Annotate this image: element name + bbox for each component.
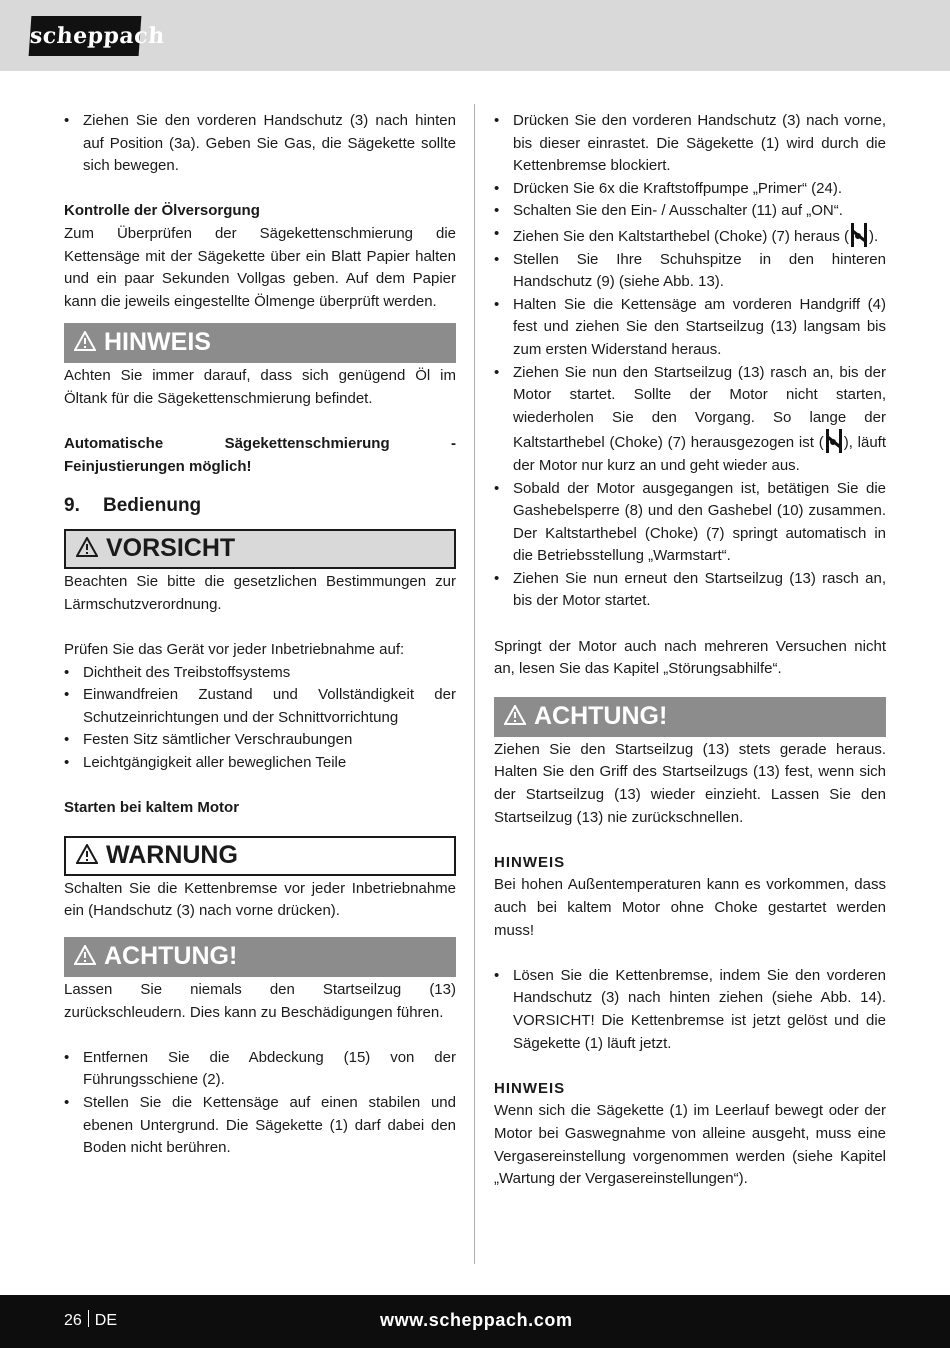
page-number-value: 26 [64, 1312, 82, 1329]
vorsicht-label: VORSICHT [106, 534, 236, 563]
warning-triangle-icon [76, 537, 98, 557]
list-item: • Sobald der Motor ausgegangen ist, betätigen Sie die Gashebelsperre (8) und den Gashebel (10) zusammen. Der Kaltstarthebel (Choke) (7) springt automatisch in die Betriebsstellung „Warmstart“. [494, 478, 886, 568]
achtung-box [64, 937, 456, 977]
pull-step-end: ), läuft der Motor nur kurz an und geht wieder aus. [513, 434, 886, 474]
page-footer [0, 1295, 950, 1348]
hinweis-text-2: Wenn sich die Sägekette (1) im Leerlauf bewegt oder der Motor bei Gaswegnahme von alleine ausgeht, muss eine Vergasereinstellung vorgenommen werden (siehe Kapitel „Wartung der Vergasereinstellungen“). [494, 1102, 886, 1188]
list-item: • Einwandfreien Zustand und Vollständigkeit der Schutzeinrichtungen und der Schnittvorrichtung [64, 684, 456, 729]
vorsicht-box [64, 529, 456, 569]
section-title: Bedienung [103, 495, 202, 517]
page-header [0, 0, 950, 71]
warning-triangle-icon [74, 945, 96, 965]
hinweis-heading-2: HINWEIS [494, 1079, 566, 1097]
warning-triangle-icon [76, 844, 98, 864]
website-link[interactable]: www.scheppach.com [380, 1310, 573, 1330]
list-item: • Schalten Sie den Ein- / Ausschalter (11) auf „ON“. [494, 200, 886, 223]
hinweis-text-right: Bei hohen Außentemperaturen kann es vorkommen, dass auch bei kaltem Motor ohne Choke gestartet werden muss! [494, 876, 886, 939]
hinweis-box [64, 323, 456, 363]
oil-check-title: Kontrolle der Ölversorgung [64, 202, 260, 220]
vorsicht-text: Beachten Sie bitte die gesetzlichen Bestimmungen zur Lärmschutzverordnung. [64, 573, 456, 613]
auto-lubrication-note: Automatische Sägekettenschmierung - Feinjustierungen möglich! [64, 435, 456, 475]
hinweis-heading: HINWEIS [494, 853, 566, 871]
hinweis-text: Achten Sie immer darauf, dass sich genügend Öl im Öltank für die Sägekettenschmierung befindet. [64, 367, 456, 407]
achtung-text: Lassen Sie niemals den Startseilzug (13) zurückschleudern. Dies kann zu Beschädigungen führen. [64, 981, 456, 1021]
list-item: • Lösen Sie die Kettenbremse, indem Sie den vorderen Handschutz (3) nach hinten ziehen (siehe Abb. 14). VORSICHT! Die Kettenbremse ist jetzt gelöst und die Sägekette (1) läuft jetzt. [494, 965, 886, 1055]
achtung-label: ACHTUNG! [104, 942, 238, 971]
list-item: • Entfernen Sie die Abdeckung (15) von der Führungsschiene (2). [64, 1047, 456, 1092]
section-heading [64, 493, 456, 519]
list-item: • Dichtheit des Treibstoffsystems [64, 662, 456, 685]
check-list [64, 662, 456, 775]
choke-symbol-icon [849, 223, 869, 247]
choke-step-end: ). [869, 227, 879, 245]
list-item: • Stellen Sie die Kettensäge auf einen stabilen und ebenen Untergrund. Die Sägekette (1) darf dabei den Boden nicht berühren. [64, 1092, 456, 1160]
oil-check-text: Zum Überprüfen der Sägekettenschmierung die Kettensäge mit der Sägekette über ein Blatt Papier halten und ein paar Sekunden Vollgas geben. Auf dem Papier kann die jeweils eingestellte Ölmenge überprüft werden. [64, 224, 456, 310]
no-start-text: Springt der Motor auch nach mehreren Versuchen nicht an, lesen Sie das Kapitel „Störungsabhilfe“. [494, 637, 886, 678]
warnung-text: Schalten Sie die Kettenbremse vor jeder Inbetriebnahme ein (Handschutz (3) nach vorne drücken). [64, 879, 456, 920]
warnung-box [64, 836, 456, 876]
right-column [494, 110, 886, 1191]
list-item: • Ziehen Sie nun erneut den Startseilzug (13) rasch an, bis der Motor startet. [494, 568, 886, 613]
cold-start-title: Starten bei kaltem Motor [64, 799, 240, 817]
scheppach-logo: scheppach [29, 16, 142, 56]
choke-step-text: Ziehen Sie den Kaltstarthebel (Choke) (7) heraus ( [513, 227, 850, 245]
list-item: • Drücken Sie den vorderen Handschutz (3) nach vorne, bis dieser einrastet. Die Sägekette (1) wird durch die Kettenbremse blockiert. [494, 110, 886, 178]
list-item: • Drücken Sie 6x die Kraftstoffpumpe „Primer“ (24). [494, 178, 886, 201]
release-list [494, 965, 886, 1055]
achtung-box-right [494, 697, 886, 737]
list-item: • Stellen Sie Ihre Schuhspitze in den hinteren Handschutz (9) (siehe Abb. 13). [494, 249, 886, 294]
left-column [64, 110, 456, 1160]
language-code: DE [94, 1312, 118, 1329]
list-item: • Leichtgängigkeit aller beweglichen Teile [64, 752, 456, 775]
preparation-list [64, 1047, 456, 1160]
hinweis-label: HINWEIS [104, 328, 211, 357]
intro-list [64, 110, 456, 178]
warning-triangle-icon [504, 705, 526, 725]
pull-step-text: Ziehen Sie nun den Startseilzug (13) rasch an, bis der Motor startet. Sollte der Motor nicht starten, wiederholen Sie den Vorgang. So lange der Kaltstarthebel (Choke) (7) herausgezogen ist ( [513, 363, 886, 452]
achtung-text-right: Ziehen Sie den Startseilzug (13) stets gerade heraus. Halten Sie den Griff des Startseilzugs (13) fest, wenn sich der Startseilzug (13) wieder einzieht. Lassen Sie den Startseilzug (13) nie zurückschnellen. [494, 740, 886, 826]
list-item [494, 223, 886, 249]
start-steps-list [494, 110, 886, 613]
section-number: 9. [64, 495, 80, 517]
list-item: • Ziehen Sie den vorderen Handschutz (3) nach hinten auf Position (3a). Geben Sie Gas, die Sägekette sollte sich bewegen. [64, 110, 456, 178]
list-item: • Halten Sie die Kettensäge am vorderen Handgriff (4) fest und ziehen Sie den Startseilzug (13) langsam bis zum ersten Widerstand heraus. [494, 294, 886, 362]
choke-symbol-icon [824, 429, 844, 453]
check-intro: Prüfen Sie das Gerät vor jeder Inbetriebnahme auf: [64, 641, 405, 659]
page-number [64, 1310, 117, 1332]
warnung-label: WARNUNG [106, 840, 238, 869]
list-item [494, 362, 886, 478]
achtung-label-right: ACHTUNG! [534, 701, 668, 730]
warning-triangle-icon [74, 331, 96, 351]
list-item: • Festen Sitz sämtlicher Verschraubungen [64, 729, 456, 752]
column-divider [474, 104, 475, 1264]
